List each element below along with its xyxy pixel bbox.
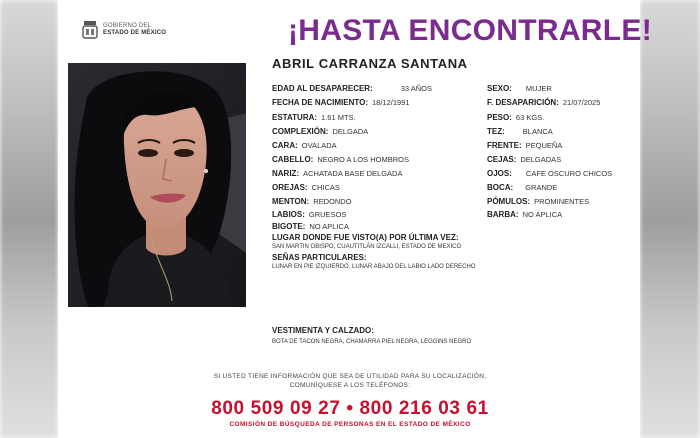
frente-value: PEQUEÑA [525, 141, 563, 150]
ojos-value: CAFE OSCURO CHICOS [525, 169, 613, 178]
menton-label: MENTON: [272, 197, 310, 206]
pomulos-label: PÓMULOS: [487, 197, 531, 206]
tez-label: TEZ: [487, 127, 505, 136]
orejas-label: OREJAS: [272, 183, 308, 192]
field-nacimiento [272, 98, 410, 107]
frente-label: FRENTE: [487, 141, 522, 150]
peso-label: PESO: [487, 113, 512, 122]
coat-of-arms-icon [82, 20, 98, 40]
barba-value: NO APLICA [522, 210, 563, 219]
person-name: ABRIL CARRANZA SANTANA [272, 56, 468, 71]
field-pomulos [487, 197, 589, 206]
vestimenta-value: BOTA DE TACON NEGRA, CHAMARRA PIEL NEGRA, LEGGINS NEGRO [272, 339, 472, 345]
bigote-label: BIGOTE: [272, 222, 306, 231]
field-cejas [487, 155, 561, 164]
complexion-value: DELGADA [332, 127, 369, 136]
sexo-value: MUJER [525, 84, 552, 93]
bigote-value: NO APLICA [309, 222, 349, 231]
nacimiento-label: FECHA DE NACIMIENTO: [272, 98, 368, 107]
field-complexion [272, 127, 368, 136]
field-orejas [272, 183, 340, 192]
phone-numbers: 800 509 09 27 • 800 216 03 61 [211, 398, 489, 419]
boca-value: GRANDE [525, 183, 558, 192]
field-boca [487, 183, 557, 192]
ojos-label: OJOS: [487, 169, 512, 178]
nariz-label: NARIZ: [272, 169, 300, 178]
field-ojos [487, 169, 612, 178]
desaparicion-label: F. DESAPARICIÓN: [487, 98, 559, 107]
lugar-label: LUGAR DONDE FUE VISTO(A) POR ÚLTIMA VEZ: [272, 233, 459, 242]
state-logo [82, 20, 166, 40]
field-barba [487, 210, 562, 219]
field-bigote [272, 222, 349, 231]
cara-label: CARA: [272, 141, 298, 150]
info-line-1: SI USTED TIENE INFORMACIÓN QUE SEA DE UTILIDAD PARA SU LOCALIZACIÓN, [213, 373, 487, 380]
field-cabello [272, 155, 409, 164]
field-estatura [272, 113, 356, 122]
cejas-label: CEJAS: [487, 155, 517, 164]
field-edad [272, 84, 432, 93]
lugar-value: SAN MARTIN OBISPO, CUAUTITLÁN IZCALLI, ESTADO DE MEXICO [272, 244, 462, 250]
vestimenta-label: VESTIMENTA Y CALZADO: [272, 326, 374, 335]
logo-text [103, 23, 166, 37]
estatura-label: ESTATURA: [272, 113, 318, 122]
peso-value: 63 KGS. [515, 113, 545, 122]
nariz-value: ACHATADA BASE DELGADA [303, 169, 403, 178]
edad-value: 33 AÑOS [400, 84, 433, 93]
boca-label: BOCA: [487, 183, 514, 192]
cara-value: OVALADA [301, 141, 337, 150]
field-labios [272, 210, 346, 219]
estatura-value: 1.61 MTS. [321, 113, 356, 122]
desaparicion-value: 21/07/2025 [562, 98, 601, 107]
senas-value: LUNAR EN PIE IZQUIERDO, LUNAR ABAJO DEL LABIO LADO DERECHO [272, 264, 476, 270]
field-peso [487, 113, 544, 122]
labios-value: GRUESOS [308, 210, 347, 219]
senas-label: SEÑAS PARTICULARES: [272, 253, 367, 262]
cabello-label: CABELLO: [272, 155, 314, 164]
logo-line-2: ESTADO DE MÉXICO [103, 30, 167, 36]
field-sexo [487, 84, 552, 93]
headline: ¡HASTA ENCONTRARLE! [288, 14, 653, 47]
cejas-value: DELGADAS [520, 155, 562, 164]
nacimiento-value: 18/12/1991 [372, 98, 410, 107]
orejas-value: CHICAS [311, 183, 340, 192]
cabello-value: NEGRO A LOS HOMBROS [317, 155, 410, 164]
logo-line-1: GOBIERNO DEL [103, 23, 152, 29]
field-desaparicion [487, 98, 600, 107]
pomulos-value: PROMINENTES [534, 197, 590, 206]
barba-label: BARBA: [487, 210, 519, 219]
complexion-label: COMPLEXIÓN: [272, 127, 329, 136]
edad-label: EDAD AL DESAPARECER: [272, 84, 373, 93]
field-tez [487, 127, 553, 136]
portrait-photo-icon [68, 63, 246, 307]
comision-text: COMISIÓN DE BÚSQUEDA DE PERSONAS EN EL ESTADO DE MÉXICO [229, 421, 471, 428]
field-cara [272, 141, 337, 150]
sexo-label: SEXO: [487, 84, 512, 93]
menton-value: REDONDO [313, 197, 352, 206]
field-nariz [272, 169, 402, 178]
person-photo [68, 63, 246, 307]
labios-label: LABIOS: [272, 210, 305, 219]
tez-value: BLANCA [522, 127, 553, 136]
info-line-2: COMUNÍQUESE A LOS TELÉFONOS: [289, 382, 411, 389]
field-frente [487, 141, 562, 150]
field-menton [272, 197, 352, 206]
